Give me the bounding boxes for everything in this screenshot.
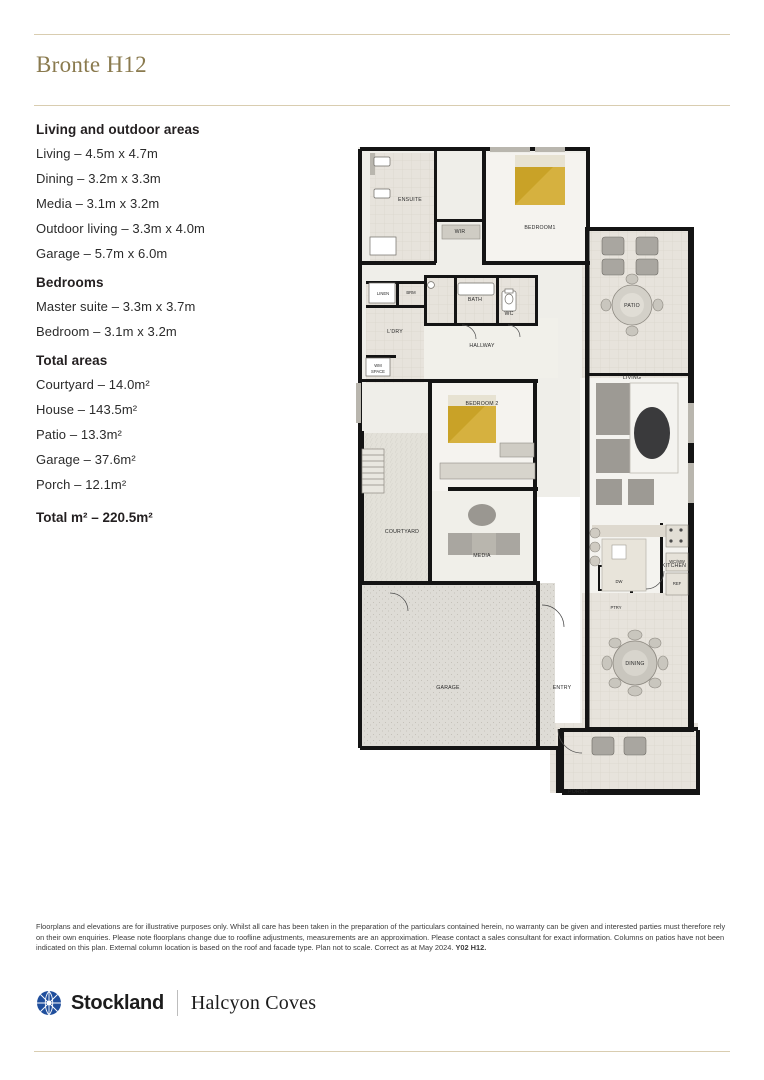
- svg-text:COURTYARD: COURTYARD: [384, 529, 420, 535]
- top-divider: [34, 34, 730, 35]
- spec-item: Garage – 37.6m²: [36, 452, 136, 467]
- spec-item: Master suite – 3.3m x 3.7m: [36, 299, 196, 314]
- brand-divider: [177, 990, 178, 1016]
- svg-text:WIR: WIR: [454, 229, 466, 235]
- page-title: Bronte H12: [36, 52, 147, 77]
- svg-text:ENTRY: ENTRY: [552, 685, 572, 691]
- svg-text:BATH: BATH: [467, 297, 483, 303]
- svg-text:BEDROOM 2: BEDROOM 2: [465, 401, 499, 407]
- spec-group-total-areas: [36, 353, 306, 492]
- spec-item: Bedroom – 3.1m x 3.2m: [36, 324, 177, 339]
- disclaimer: [36, 922, 728, 954]
- svg-text:MEDIA: MEDIA: [473, 553, 491, 559]
- svg-text:SPACE: SPACE: [371, 369, 385, 374]
- spec-heading: Living and outdoor areas: [36, 122, 200, 137]
- svg-text:REF: REF: [672, 581, 682, 586]
- brand-lockup: [36, 990, 316, 1016]
- spec-item: Outdoor living – 3.3m x 4.0m: [36, 221, 205, 236]
- spec-item: Garage – 5.7m x 6.0m: [36, 246, 168, 261]
- svg-text:LIVING: LIVING: [622, 375, 642, 381]
- spec-heading: Bedrooms: [36, 275, 104, 290]
- spec-item: Living – 4.5m x 4.7m: [36, 146, 158, 161]
- brand-subtitle: Halcyon Coves: [190, 991, 317, 1014]
- spec-heading: Total areas: [36, 353, 108, 368]
- disclaimer-code: Y02 H12.: [455, 943, 487, 953]
- total-area: Total m² – 220.5m²: [36, 510, 153, 525]
- svg-text:DINING: DINING: [625, 661, 645, 667]
- svg-text:WC: WC: [504, 311, 514, 317]
- spec-item: Dining – 3.2m x 3.3m: [36, 171, 161, 186]
- spec-item: House – 143.5m²: [36, 402, 138, 417]
- svg-text:LINEN: LINEN: [376, 291, 390, 296]
- svg-text:DW: DW: [615, 579, 623, 584]
- spec-group-bedrooms: [36, 275, 306, 339]
- svg-text:HALLWAY: HALLWAY: [469, 343, 495, 349]
- stockland-logo-icon: [36, 990, 62, 1016]
- svg-text:ENSUITE: ENSUITE: [398, 197, 422, 203]
- spec-item: Courtyard – 14.0m²: [36, 377, 150, 392]
- svg-text:WM: WM: [374, 363, 382, 368]
- spec-item: Patio – 13.3m²: [36, 427, 122, 442]
- svg-text:WC/MW: WC/MW: [669, 559, 685, 564]
- svg-text:GARAGE: GARAGE: [436, 685, 460, 691]
- floorplan: [330, 133, 730, 843]
- spec-item: Media – 3.1m x 3.2m: [36, 196, 160, 211]
- svg-text:BEDROOM1: BEDROOM1: [524, 225, 556, 231]
- spec-group-living: [36, 122, 306, 261]
- svg-text:PORCH: PORCH: [568, 789, 588, 795]
- brand-name: Stockland: [71, 991, 164, 1014]
- bottom-divider: [34, 1051, 730, 1052]
- title-divider: [34, 105, 730, 106]
- disclaimer-body: Floorplans and elevations are for illustrative purposes only. Whilst all care has been taken in the preparation of the particulars contained herein, no warranty can be given and interested parties must therefore rely on their own enquiries. Please note floorplans change due to roofline adjustments, measurements are an approximation. Please contact a sales consultant for exact information. Columns on patios have not been indicated on this plan. External column location is based on the roof and facade type. Plan not to scale. Correct as at May 2024.: [36, 922, 726, 953]
- specifications-panel: [36, 122, 306, 525]
- svg-text:PATIO: PATIO: [624, 303, 640, 309]
- svg-text:PTRY: PTRY: [610, 605, 622, 610]
- svg-text:KITCHEN: KITCHEN: [661, 563, 687, 569]
- spec-item: Porch – 12.1m²: [36, 477, 127, 492]
- svg-text:L'DRY: L'DRY: [387, 329, 403, 335]
- svg-text:BRM: BRM: [406, 290, 416, 295]
